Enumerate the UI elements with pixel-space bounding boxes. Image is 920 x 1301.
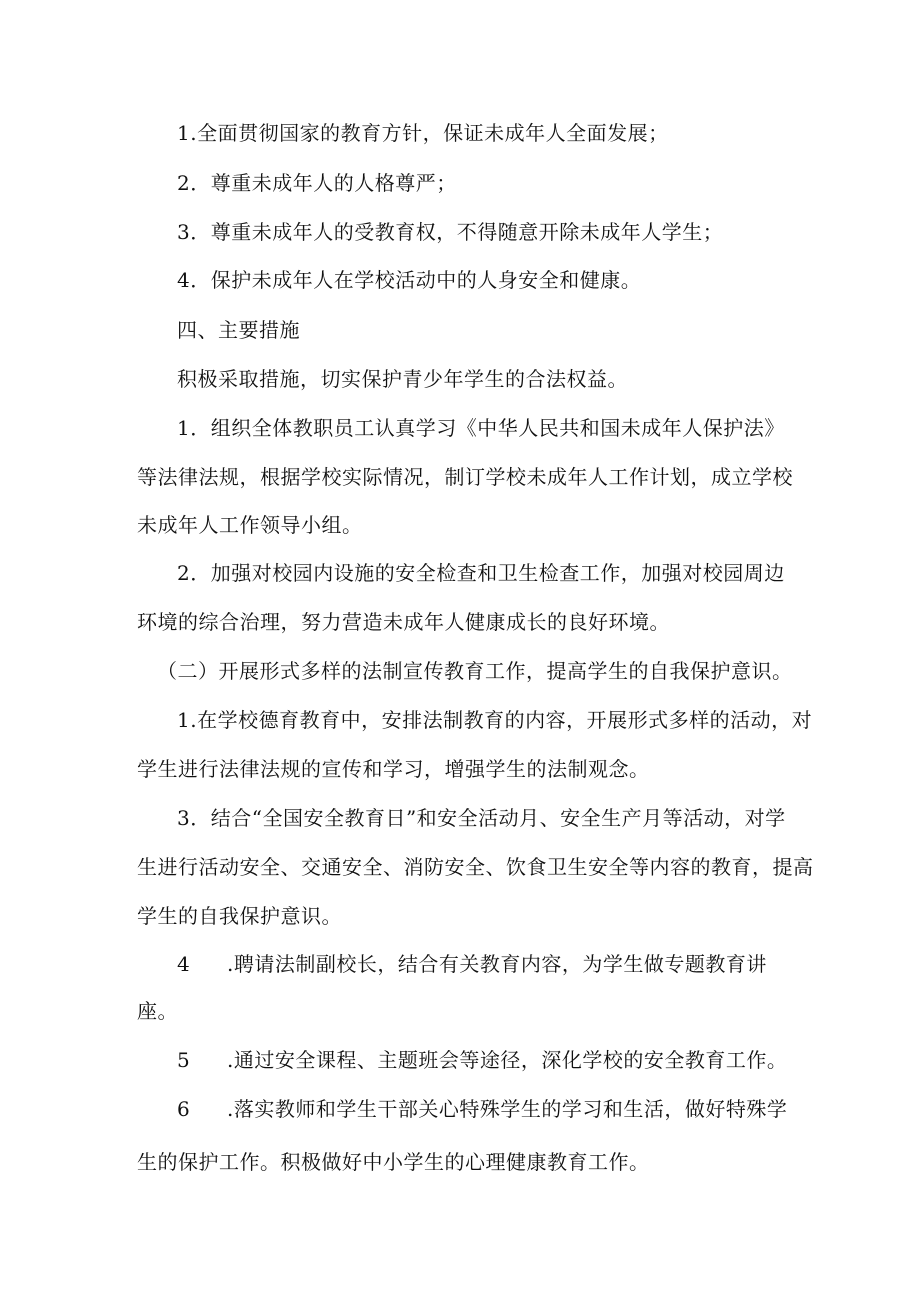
- item-text: .通过安全课程、主题班会等途径，深化学校的安全教育工作。: [227, 1048, 788, 1072]
- paragraph-line: 积极采取措施，切实保护青少年学生的合法权益。: [177, 367, 628, 391]
- paragraph-line: 座。: [137, 999, 178, 1023]
- numbered-item: [177, 952, 767, 976]
- paragraph-line: 1.全面贯彻国家的教育方针，保证未成年人全面发展；: [177, 121, 669, 145]
- paragraph-line: 1.在学校德育教育中，安排法制教育的内容，开展形式多样的活动，对: [177, 708, 813, 732]
- paragraph-line: 环境的综合治理，努力营造未成年人健康成长的良好环境。: [137, 610, 670, 634]
- paragraph-line: 3．结合“全国安全教育日”和安全活动月、安全生产月等活动，对学: [177, 806, 786, 830]
- numbered-item: [177, 1048, 787, 1072]
- paragraph-line: 等法律法规，根据学校实际情况，制订学校未成年人工作计划，成立学校: [137, 465, 793, 489]
- paragraph-line: 2．加强对校园内设施的安全检查和卫生检查工作，加强对校园周边: [177, 561, 785, 585]
- paragraph-line: 生的保护工作。积极做好中小学生的心理健康教育工作。: [137, 1150, 650, 1174]
- paragraph-line: 生进行活动安全、交通安全、消防安全、饮食卫生安全等内容的教育，提高: [137, 855, 814, 879]
- paragraph-line: 4．保护未成年人在学校活动中的人身安全和健康。: [177, 268, 642, 292]
- item-text: .落实教师和学生干部关心特殊学生的学习和生活，做好特殊学: [227, 1097, 788, 1121]
- item-number: 4: [177, 952, 191, 976]
- section-heading: 四、主要措施: [177, 318, 300, 342]
- paragraph-line: 1．组织全体教职员工认真学习《中华人民共和国未成年人保护法》: [177, 416, 785, 440]
- section-heading: （二）开展形式多样的法制宣传教育工作，提高学生的自我保护意识。: [157, 659, 793, 683]
- paragraph-line: 学生进行法律法规的宣传和学习，增强学生的法制观念。: [137, 757, 650, 781]
- paragraph-line: 2．尊重未成年人的人格尊严；: [177, 171, 457, 195]
- paragraph-line: 学生的自我保护意识。: [137, 904, 342, 928]
- paragraph-line: 3．尊重未成年人的受教育权，不得随意开除未成年人学生；: [177, 220, 724, 244]
- paragraph-line: 未成年人工作领导小组。: [137, 513, 363, 537]
- item-number: 5: [177, 1048, 191, 1072]
- item-number: 6: [177, 1097, 191, 1121]
- numbered-item: [177, 1097, 787, 1121]
- item-text: .聘请法制副校长，结合有关教育内容，为学生做专题教育讲: [227, 952, 767, 976]
